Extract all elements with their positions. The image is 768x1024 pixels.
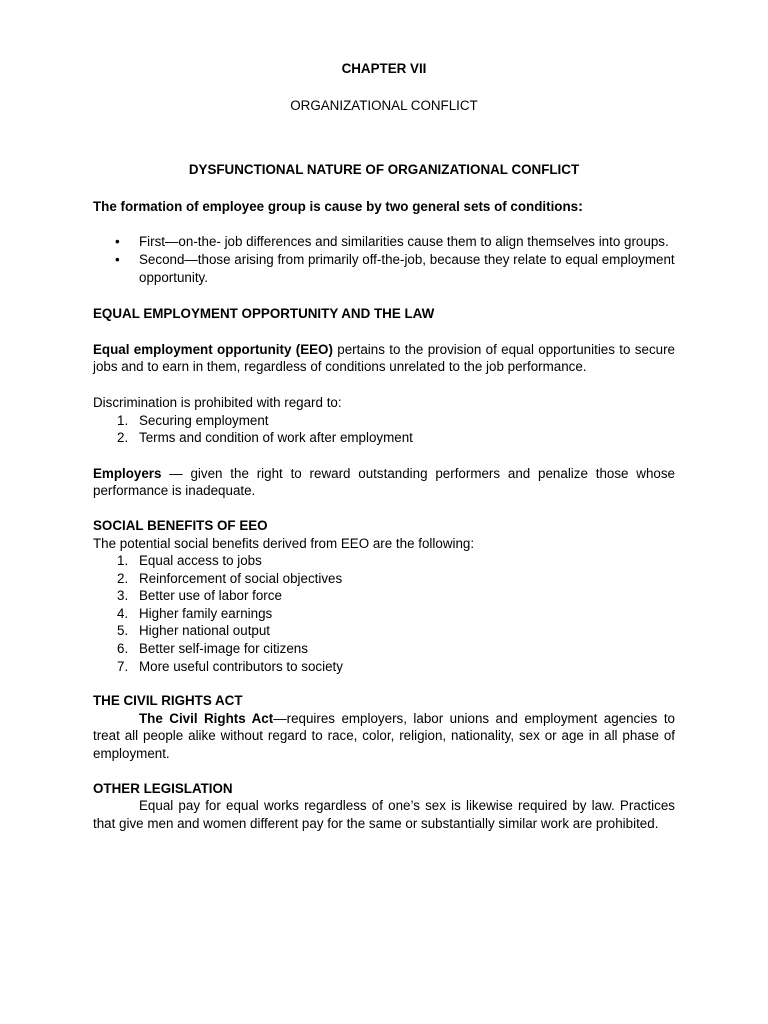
list-item [93,640,675,658]
intro-lead-text: The formation of employee group is cause by two general sets of conditions [93,198,579,214]
section-heading-other-legislation: OTHER LEGISLATION [93,780,233,796]
list-number: 3. [117,588,129,604]
employers-text: — given the right to reward outstanding performers and penalize those whose performance is inadequate. [93,465,675,499]
bullet-icon: • [115,234,120,250]
list-item [93,429,675,447]
list-item [93,570,675,588]
list-text: Higher national output [139,623,271,639]
list-text: Equal access to jobs [139,553,262,569]
chapter-title: ORGANIZATIONAL CONFLICT [290,97,478,113]
intro-lead-colon: : [578,198,583,215]
list-number: 4. [117,605,129,621]
eeo-term: Equal employment opportunity (EEO) [93,341,333,357]
eeo-definition [93,341,675,376]
list-number: 7. [117,658,129,674]
list-item [93,552,675,570]
chapter-number: CHAPTER VII [341,61,427,76]
eeo-definition-text: pertains to the provision of equal opportunities to secure jobs and to earn in them, regardless of conditions unrelated to the job performance. [93,341,675,375]
discrimination-list [93,412,675,447]
list-number: 2. [117,430,129,446]
conditions-bullet-list [93,233,675,286]
list-number: 5. [117,623,129,639]
list-text: More useful contributors to society [139,658,343,674]
bullet-text: Second—those arising from primarily off-the-job, because they relate to equal employment opportunity. [139,251,675,285]
employers-paragraph [93,465,675,500]
section-heading-dysfunctional: DYSFUNCTIONAL NATURE OF ORGANIZATIONAL CONFLICT [188,162,580,178]
bullet-item [93,233,675,251]
list-item [93,587,675,605]
list-item [93,658,675,676]
civil-rights-term: The Civil Rights Act [139,710,274,726]
list-text: Higher family earnings [139,605,273,621]
bullet-icon: • [115,251,120,267]
intro-lead [93,198,675,217]
list-text: Better use of labor force [139,588,282,604]
bullet-text: First—on-the- job differences and similarities cause them to align themselves into groups. [139,234,669,250]
social-benefits-intro: The potential social benefits derived from EEO are the following: [93,535,475,551]
civil-rights-text: —requires employers, labor unions and employment agencies to treat all people alike without regard to race, color, religion, nationality, sex or age in all phase of employment. [93,710,675,762]
list-number: 1. [117,553,129,569]
bullet-item [93,251,675,286]
section-heading-eeo: EQUAL EMPLOYMENT OPPORTUNITY AND THE LAW [93,306,435,322]
list-item [93,622,675,640]
list-number: 1. [117,412,129,428]
employers-term: Employers [93,465,162,481]
section-heading-civil-rights: THE CIVIL RIGHTS ACT [93,693,243,709]
discrimination-intro: Discrimination is prohibited with regard to: [93,394,342,410]
list-text: Reinforcement of social objectives [139,570,343,586]
list-text: Terms and condition of work after employment [139,430,413,446]
document-body [93,56,675,832]
list-item [93,412,675,430]
list-text: Securing employment [139,412,269,428]
other-legislation-paragraph: Equal pay for equal works regardless of one’s sex is likewise required by law. Practices that give men and women different pay for the same or substantially similar work are prohibited. [93,798,675,831]
list-number: 6. [117,641,129,657]
list-number: 2. [117,570,129,586]
list-text: Better self-image for citizens [139,641,308,657]
section-heading-social-benefits: SOCIAL BENEFITS OF EEO [93,517,268,533]
social-benefits-list [93,552,675,675]
civil-rights-paragraph [93,710,675,763]
list-item [93,605,675,623]
